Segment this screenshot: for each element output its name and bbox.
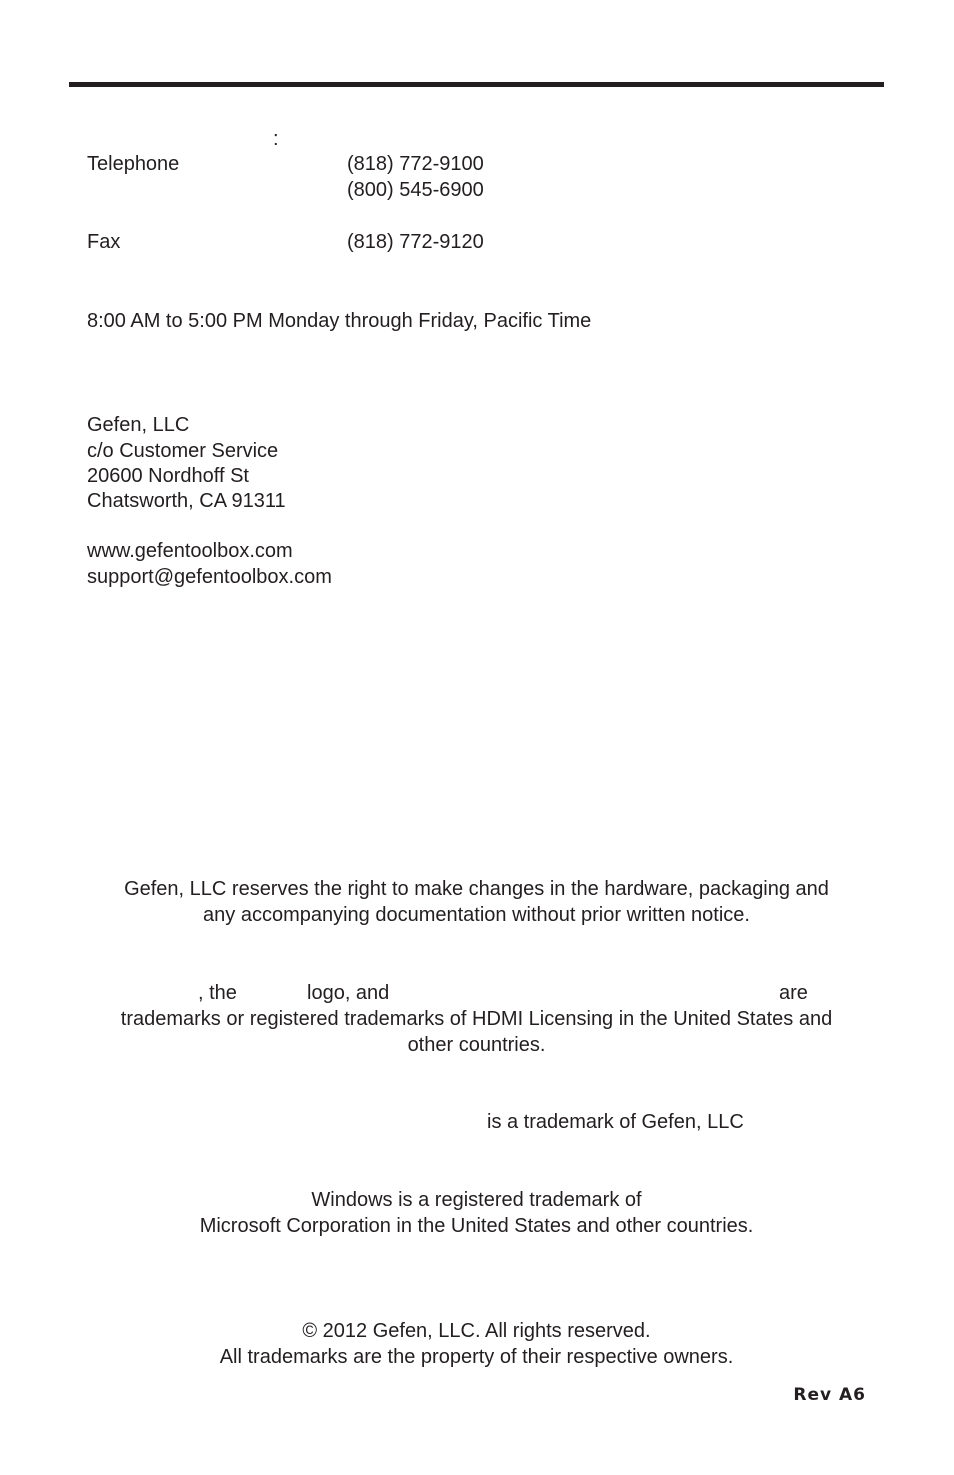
hdmi-fragment-logo: logo, and — [307, 982, 390, 1004]
hdmi-fragment-the: , the — [198, 982, 237, 1004]
copyright-line-2: All trademarks are the property of their respective owners. — [219, 1346, 734, 1368]
hdmi-notice-line-2: trademarks or registered trademarks of HDMI Licensing in the United States and — [120, 1008, 833, 1030]
gefen-trademark-notice: is a trademark of Gefen, LLC — [487, 1111, 744, 1133]
address-line-4: Chatsworth, CA 91311 — [87, 490, 286, 512]
address-line-1: Gefen, LLC — [87, 414, 190, 436]
telephone-number-2: (800) 545-6900 — [347, 179, 484, 201]
changes-notice-line-1: Gefen, LLC reserves the right to make changes in the hardware, packaging and — [124, 878, 829, 900]
header-rule — [69, 82, 884, 87]
revision-label: Rev A6 — [793, 1385, 866, 1405]
address-line-2: c/o Customer Service — [87, 440, 279, 462]
copyright-line-1: © 2012 Gefen, LLC. All rights reserved. — [302, 1320, 651, 1342]
website-link[interactable]: www.gefentoolbox.com — [87, 540, 293, 562]
fax-label: Fax — [87, 231, 121, 253]
fax-number: (818) 772-9120 — [347, 231, 484, 253]
business-hours: 8:00 AM to 5:00 PM Monday through Friday, Pacific Time — [87, 310, 592, 332]
hdmi-fragment-are: are — [779, 982, 808, 1004]
telephone-label: Telephone — [87, 153, 180, 175]
telephone-number-1: (818) 772-9100 — [347, 153, 484, 175]
windows-notice-line-2: Microsoft Corporation in the United States and other countries. — [199, 1215, 754, 1237]
changes-notice-line-2: any accompanying documentation without prior written notice. — [203, 904, 750, 926]
windows-notice-line-1: Windows is a registered trademark of — [311, 1189, 642, 1211]
hdmi-notice-line-3: other countries. — [407, 1034, 546, 1056]
support-email-link[interactable]: support@gefentoolbox.com — [87, 566, 332, 588]
contact-colon: : — [273, 128, 279, 150]
address-line-3: 20600 Nordhoff St — [87, 465, 249, 487]
